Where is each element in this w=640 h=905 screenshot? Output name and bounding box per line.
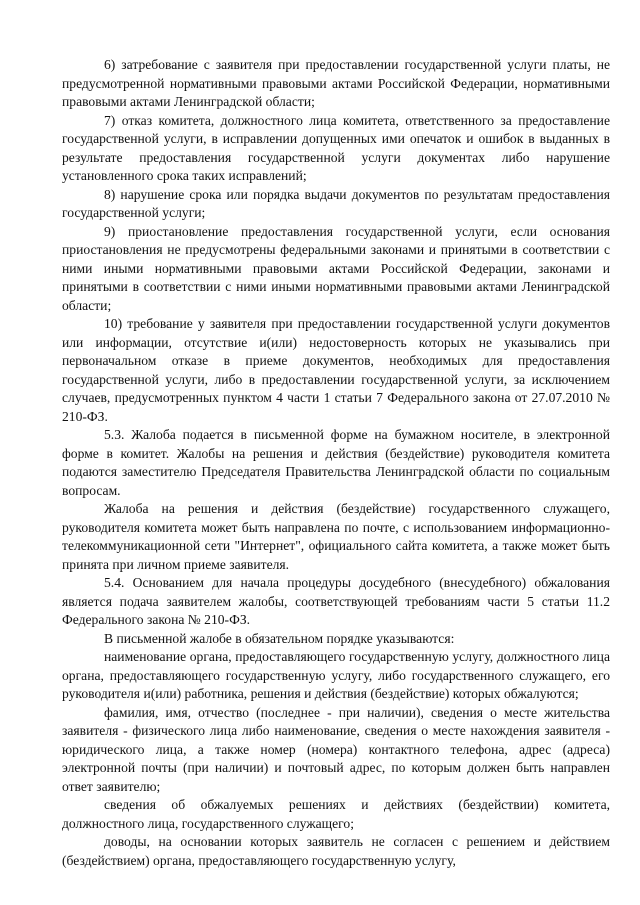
paragraph-appealed-decisions: сведения об обжалуемых решениях и действиях (бездействии) комитета, должностного лица, государственного служащего; [62, 797, 610, 831]
paragraph-complaint-submission: Жалоба на решения и действия (бездействие) государственного служащего, руководителя комитета может быть направлена по почте, с использованием информационно-телекоммуникационной сети "Интернет", официального сайта комитета, а также может быть принята при личном приеме заявителя. [62, 501, 610, 572]
paragraph-required-fields-intro: В письменной жалобе в обязательном порядке указываются: [104, 630, 455, 646]
paragraph-organ-name: наименование органа, предоставляющего государственную услугу, должностного лица органа, предоставляющего государственную услугу, либо государственного служащего, его руководителя и(или) работника, решения и действия (бездействие) которых обжалуются; [62, 649, 610, 701]
paragraph-item-9: 9) приостановление предоставления государственной услуги, если основания приостановления не предусмотрены федеральными законами и принятыми в соответствии с ними иными нормативными правовыми актами Российской Федерации, законами и принятыми в соответствии с ними иными нормативными правовыми актами Ленинградской области; [62, 223, 610, 313]
paragraph-section-5-3: 5.3. Жалоба подается в письменной форме на бумажном носителе, в электронной форме в комитет. Жалобы на решения и действия (бездействие) руководителя комитета подаются заместителю Председателя Правительства Ленинградской области по социальным вопросам. [62, 427, 610, 498]
document-body [62, 56, 610, 870]
paragraph-section-5-4: 5.4. Основанием для начала процедуры досудебного (внесудебного) обжалования является подача заявителем жалобы, соответствующей требованиям части 5 статьи 11.2 Федерального закона № 210-ФЗ. [62, 575, 610, 627]
paragraph-item-8: 8) нарушение срока или порядка выдачи документов по результатам предоставления государственной услуги; [62, 186, 610, 220]
paragraph-item-7: 7) отказ комитета, должностного лица комитета, ответственного за предоставление государственной услуги, в исправлении допущенных ими опечаток и ошибок в выданных в результате предоставления государственной услуги документах либо нарушение установленного срока таких исправлений; [62, 112, 610, 183]
paragraph-item-10: 10) требование у заявителя при предоставлении государственной услуги документов или информации, отсутствие и(или) недостоверность которых не указывались при первоначальном отказе в приеме документов, необходимых для предоставления государственной услуги, либо в предоставлении государственной услуги, за исключением случаев, предусмотренных пунктом 4 части 1 статьи 7 Федерального закона от 27.07.2010 № 210-ФЗ. [62, 316, 610, 424]
paragraph-applicant-details: фамилия, имя, отчество (последнее - при наличии), сведения о месте жительства заявителя - физического лица либо наименование, сведения о месте нахождения заявителя - юридического лица, а также номер (номера) контактного телефона, адрес (адреса) электронной почты (при наличии) и почтовый адрес, по которым должен быть направлен ответ заявителю; [62, 704, 610, 794]
paragraph-item-6: 6) затребование с заявителя при предоставлении государственной услуги платы, не предусмотренной нормативными правовыми актами Российской Федерации, нормативными правовыми актами Ленинградской области; [62, 57, 610, 109]
paragraph-arguments: доводы, на основании которых заявитель не согласен с решением и действием (бездействием) органа, предоставляющего государственную услугу, [62, 834, 610, 868]
